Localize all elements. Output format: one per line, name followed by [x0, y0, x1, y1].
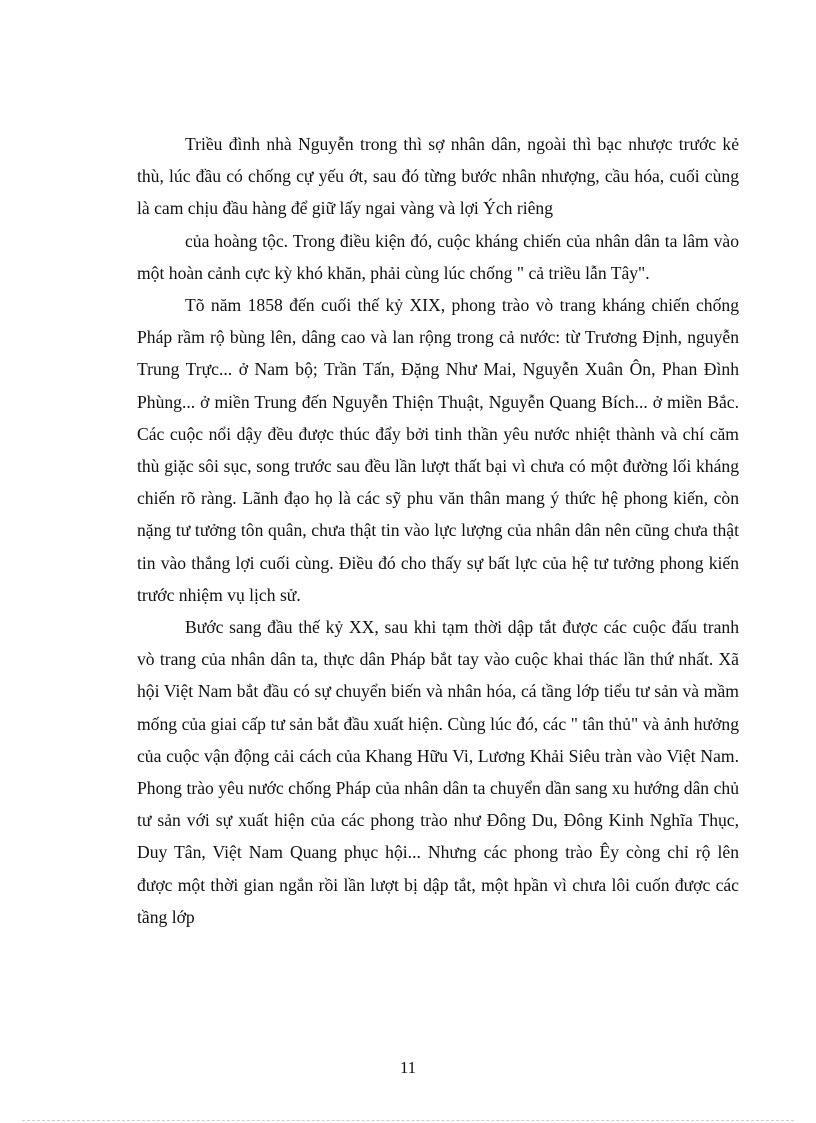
paragraph-2: của hoàng tộc. Trong điều kiện đó, cuộc kháng chiến của nhân dân ta lâm vào một hoàn cảnh cực kỳ khó khăn, phải cùng lúc chống " cả triều lẫn Tây".	[137, 230, 739, 283]
paragraph-1: Triều đình nhà Nguyễn trong thì sợ nhân dân, ngoài thì bạc nhược trước kẻ thù, lúc đầu có chống cự yếu ớt, sau đó từng bước nhân nhượng, cầu hóa, cuối cùng là cam chịu đầu hàng để giữ lấy ngai vàng và lợi Ých riêng	[137, 134, 739, 219]
paragraph-3: Tõ năm 1858 đến cuối thế kỷ XIX, phong trào vò trang kháng chiến chống Pháp rầm rộ bùng lên, dâng cao và lan rộng trong cả nước: từ Trương Định, nguyễn Trung Trực... ở Nam bộ; Trần Tấn, Đặng Như Mai, Nguyễn Xuân Ôn, Phan Đình Phùng... ở miền Trung đến Nguyễn Thiện Thuật, Nguyễn Quang Bích... ở miền Bắc. Các cuộc nổi dậy đều được thúc đẩy bởi tinh thần yêu nước nhiệt thành và chí căm thù giặc sôi sục, song trước sau đều lần lượt thất bại vì chưa có một đường lối kháng chiến rõ ràng. Lãnh đạo họ là các sỹ phu văn thân mang ý thức hệ phong kiến, còn nặng tư tưởng tôn quân, chưa thật tin vào lực lượng của nhân dân nên cũng chưa thật tin vào thắng lợi cuối cùng. Điều đó cho thấy sự bất lực của hệ tư tưởng phong kiến trước nhiệm vụ lịch sử.	[137, 295, 739, 605]
body-text	[137, 128, 739, 933]
page-bottom-rule	[22, 1120, 794, 1121]
page-number: 11	[399, 1058, 417, 1077]
paragraph-4: Bước sang đầu thế kỷ XX, sau khi tạm thời dập tắt được các cuộc đấu tranh vò trang của nhân dân ta, thực dân Pháp bắt tay vào cuộc khai thác lần thứ nhất. Xã hội Việt Nam bắt đầu có sự chuyển biến và nhân hóa, cá tầng lớp tiểu tư sản và mầm mống của giai cấp tư sản bắt đầu xuất hiện. Cùng lúc đó, các " tân thủ" và ảnh hưởng của cuộc vận động cải cách của Khang Hữu Vi, Lương Khải Siêu tràn vào Việt Nam. Phong trào yêu nước chống Pháp của nhân dân ta chuyển dần sang xu hướng dân chủ tư sản với sự xuất hiện của các phong trào như Đông Du, Đông Kinh Nghĩa Thục, Duy Tân, Việt Nam Quang phục hội... Nhưng các phong trào Êy còng chỉ rộ lên được một thời gian ngắn rồi lần lượt bị dập tắt, một hpần vì chưa lôi cuốn được các tầng lớp	[137, 617, 739, 927]
